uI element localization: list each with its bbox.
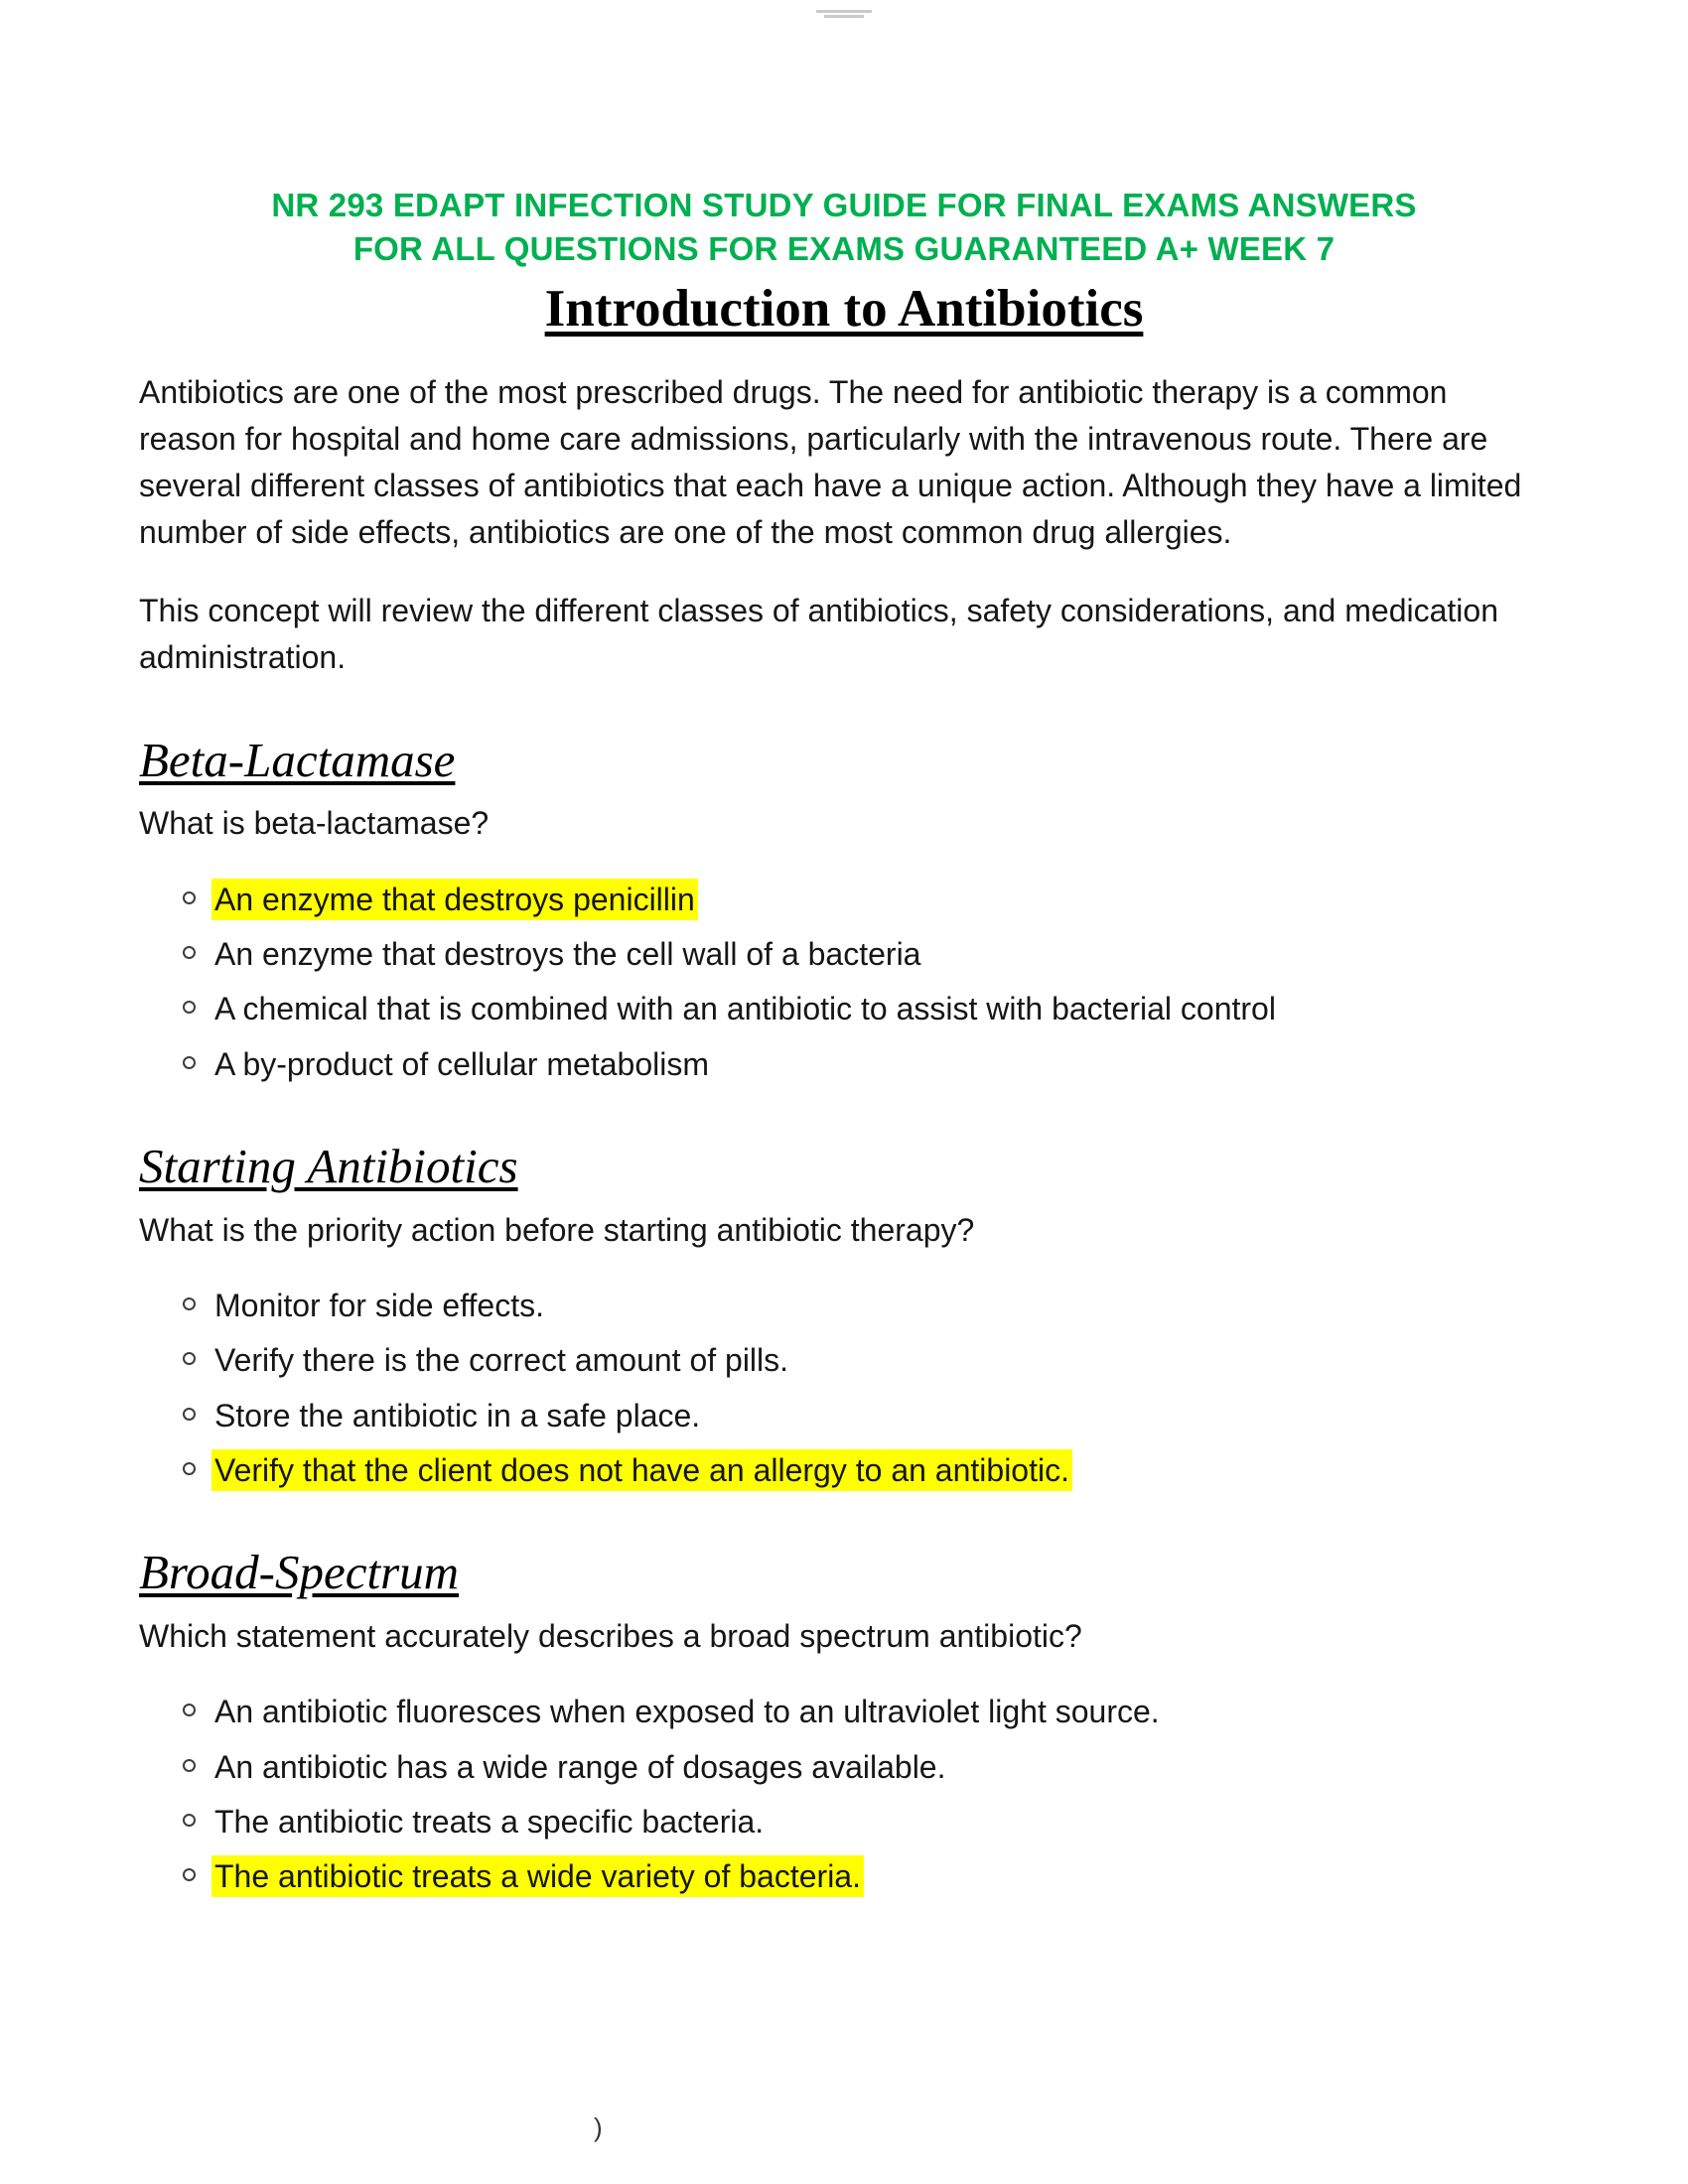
section-question: What is beta-lactamase? bbox=[139, 805, 490, 842]
circle-bullet-icon bbox=[183, 1462, 196, 1475]
answer-option bbox=[139, 1041, 1549, 1087]
answer-text: A by-product of cellular metabolism bbox=[214, 1045, 709, 1082]
section-question: What is the priority action before starting antibiotic therapy? bbox=[139, 1211, 975, 1248]
answer-text: An enzyme that destroys the cell wall of a bacteria bbox=[214, 936, 921, 972]
answer-text: Verify there is the correct amount of pills. bbox=[214, 1342, 789, 1379]
section-heading: Starting Antibiotics bbox=[139, 1139, 518, 1194]
circle-bullet-icon bbox=[183, 1759, 196, 1772]
answer-text: An antibiotic has a wide range of dosages available. bbox=[214, 1748, 946, 1785]
intro-paragraph-1: Antibiotics are one of the most prescribed drugs. The need for antibiotic therapy is a common reason for hospital and home care admissions, particularly with the intravenous route. There are several different classes of antibiotics that each have a unique action. Although they have a limited number of side effects, antibiotics are one of the most common drug allergies. bbox=[139, 373, 1522, 550]
circle-bullet-icon bbox=[183, 1868, 196, 1881]
answer-text: Store the antibiotic in a safe place. bbox=[214, 1397, 701, 1433]
answer-text: Verify that the client does not have an allergy to an antibiotic. bbox=[214, 1452, 1069, 1489]
answer-option bbox=[139, 1853, 1549, 1899]
section-heading: Beta-Lactamase bbox=[139, 732, 456, 787]
answer-option bbox=[139, 877, 1549, 922]
answer-option bbox=[139, 1799, 1549, 1844]
answer-options-list bbox=[139, 1689, 1549, 1900]
answer-option bbox=[139, 1393, 1549, 1438]
section-beta-lactamase bbox=[139, 733, 1549, 1087]
answer-option bbox=[139, 931, 1549, 977]
answer-option bbox=[139, 1447, 1549, 1493]
circle-bullet-icon bbox=[183, 1297, 196, 1310]
section-heading: Broad-Spectrum bbox=[139, 1545, 460, 1600]
answer-text: A chemical that is combined with an antibiotic to assist with bacterial control bbox=[214, 991, 1276, 1027]
header-line-1: NR 293 EDAPT INFECTION STUDY GUIDE FOR FINAL EXAMS ANSWERS bbox=[271, 187, 1417, 223]
answer-option bbox=[139, 1337, 1549, 1383]
answer-option bbox=[139, 1283, 1549, 1328]
header-line-2: FOR ALL QUESTIONS FOR EXAMS GUARANTEED A+ WEEK 7 bbox=[352, 229, 1336, 267]
page-title: Introduction to Antibiotics bbox=[544, 280, 1144, 339]
answer-text: Monitor for side effects. bbox=[214, 1287, 544, 1323]
section-question: Which statement accurately describes a broad spectrum antibiotic? bbox=[139, 1617, 1082, 1654]
document-header bbox=[139, 0, 1549, 270]
circle-bullet-icon bbox=[183, 1056, 196, 1069]
circle-bullet-icon bbox=[183, 891, 196, 904]
answer-text: The antibiotic treats a specific bacteria. bbox=[214, 1803, 765, 1840]
answer-text: An enzyme that destroys penicillin bbox=[214, 881, 695, 917]
answer-text: The antibiotic treats a wide variety of bacteria. bbox=[214, 1858, 861, 1895]
watermark-line bbox=[816, 10, 872, 13]
circle-bullet-icon bbox=[183, 1704, 196, 1716]
footer-mark: ) bbox=[594, 2113, 603, 2142]
answer-options-list bbox=[139, 877, 1549, 1088]
answer-option bbox=[139, 1744, 1549, 1790]
answer-option bbox=[139, 1689, 1549, 1734]
answer-options-list bbox=[139, 1283, 1549, 1494]
intro-paragraph-2: This concept will review the different classes of antibiotics, safety considerations, and medication administration. bbox=[139, 592, 1498, 675]
circle-bullet-icon bbox=[183, 1814, 196, 1827]
section-broad-spectrum bbox=[139, 1545, 1549, 1899]
answer-text: An antibiotic fluoresces when exposed to an ultraviolet light source. bbox=[214, 1694, 1160, 1730]
circle-bullet-icon bbox=[183, 1408, 196, 1421]
watermark-text bbox=[814, 8, 874, 20]
answer-option bbox=[139, 986, 1549, 1031]
circle-bullet-icon bbox=[183, 1352, 196, 1365]
circle-bullet-icon bbox=[183, 946, 196, 959]
watermark-line bbox=[824, 15, 864, 18]
circle-bullet-icon bbox=[183, 1001, 196, 1014]
section-starting-antibiotics bbox=[139, 1139, 1549, 1493]
